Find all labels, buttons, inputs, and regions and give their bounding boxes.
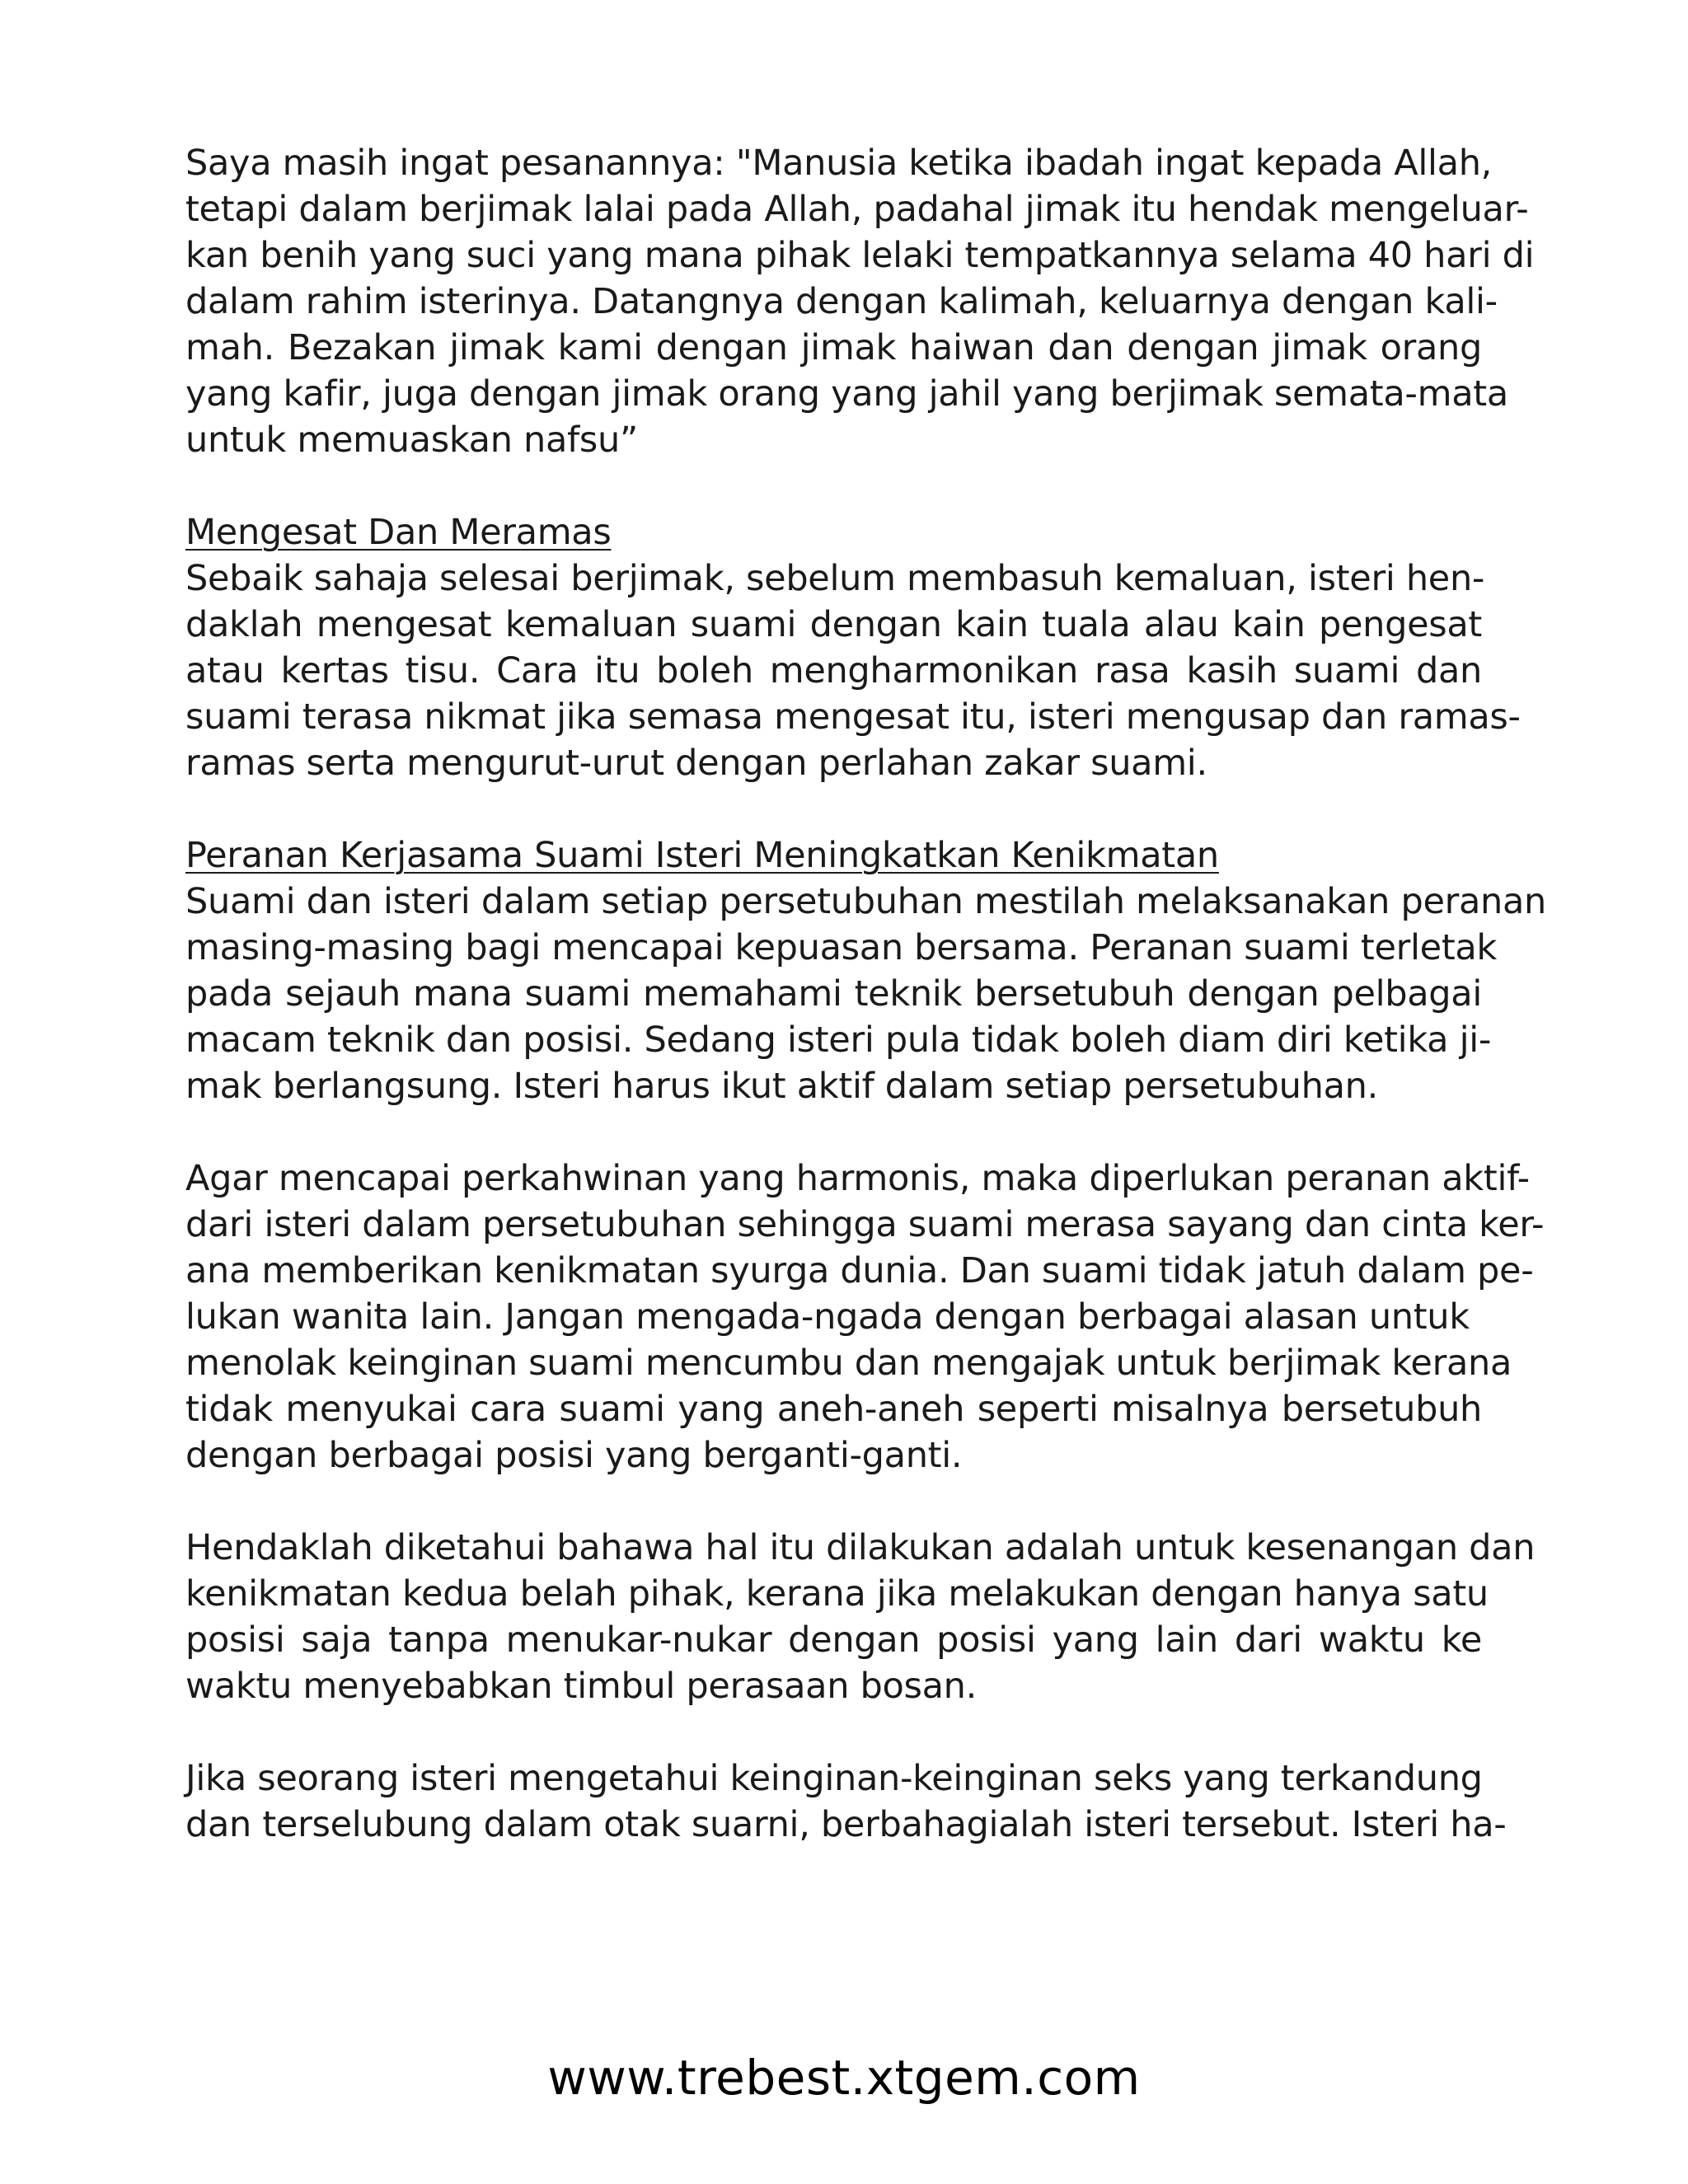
text-line: mah. Bezakan jimak kami dengan jimak haiwan dan dengan jimak orang [185,327,1482,368]
text-line: Suami dan isteri dalam setiap persetubuhan mestilah melaksanakan peranan [185,881,1546,922]
text-line: yang kafir, juga dengan jimak orang yang jahil yang berjimak semata-mata [185,373,1508,415]
text-line: dari isteri dalam persetubuhan sehingga suami merasa sayang dan cinta ker- [185,1204,1545,1245]
footer-url: www.trebest.xtgem.com [547,2050,1141,2106]
paragraph-quote [185,140,1535,463]
text-line: Saya masih ingat pesanannya: "Manusia ketika ibadah ingat kepada Allah, [185,143,1493,184]
paragraph [185,1155,1545,1479]
text-line: tidak menyukai cara suami yang aneh-aneh seperti misalnya bersetubuh [185,1389,1482,1430]
section-heading: Peranan Kerjasama Suami Isteri Meningkatkan Kenikmatan [185,835,1219,876]
text-line: pada sejauh mana suami memahami teknik bersetubuh dengan pelbagai [185,973,1482,1015]
text-line: Sebaik sahaja selesai berjimak, sebelum membasuh kemaluan, isteri hen- [185,558,1485,599]
text-line: suami terasa nikmat jika semasa mengesat itu, isteri mengusap dan ramas- [185,696,1521,738]
text-line: kenikmatan kedua belah pihak, kerana jika melakukan dengan hanya satu [185,1573,1489,1615]
text-line: Agar mencapai perkahwinan yang harmonis, maka diperlukan peranan aktif- [185,1158,1530,1199]
text-line: masing-masing bagi mencapai kepuasan bersama. Peranan suami terletak [185,927,1498,968]
text-line: dengan berbagai posisi yang berganti-ganti. [185,1435,963,1476]
text-line: ramas serta mengurut-urut dengan perlahan zakar suami. [185,743,1207,784]
text-line: menolak keinginan suami mencumbu dan mengajak untuk berjimak kerana [185,1343,1512,1384]
text-line: dalam rahim isterinya. Datangnya dengan kalimah, keluarnya dengan kali- [185,281,1498,322]
paragraph [185,1755,1507,1848]
text-line: kan benih yang suci yang mana pihak lelaki tempatkannya selama 40 hari di [185,235,1535,276]
paragraph-jika [185,1755,1507,1848]
paragraph-hendaklah [185,1525,1536,1709]
text-line: dan terselubung dalam otak suarni, berbahagialah isteri tersebut. Isteri ha- [185,1804,1507,1845]
text-line: mak berlangsung. Isteri harus ikut aktif dalam setiap persetubuhan. [185,1066,1378,1107]
text-line: Hendaklah diketahui bahawa hal itu dilakukan adalah untuk kesenangan dan [185,1527,1536,1568]
text-line: macam teknik dan posisi. Sedang isteri pula tidak boleh diam diri ketika ji- [185,1019,1492,1061]
section-heading: Mengesat Dan Meramas [185,512,612,553]
text-line: untuk memuaskan nafsu” [185,419,638,461]
text-line: Jika seorang isteri mengetahui keinginan-keinginan seks yang terkandung [185,1758,1483,1799]
document-body [185,140,1546,1894]
section-mengesat [185,509,1521,786]
text-line: tetapi dalam berjimak lalai pada Allah, padahal jimak itu hendak mengeluar- [185,189,1529,230]
paragraph [185,1525,1536,1709]
text-line: daklah mengesat kemaluan suami dengan kain tuala alau kain pengesat [185,604,1482,645]
paragraph [185,140,1535,463]
text-line: atau kertas tisu. Cara itu boleh mengharmonikan rasa kasih suami dan [185,650,1482,691]
text-line: ana memberikan kenikmatan syurga dunia. Dan suami tidak jatuh dalam pe- [185,1250,1534,1291]
paragraph [185,832,1546,1109]
paragraph [185,509,1521,786]
text-line: lukan wanita lain. Jangan mengada-ngada dengan berbagai alasan untuk [185,1296,1470,1338]
section-peranan [185,832,1546,1109]
text-line: posisi saja tanpa menukar-nukar dengan posisi yang lain dari waktu ke [185,1619,1482,1661]
paragraph-harmonis [185,1155,1545,1479]
text-line: waktu menyebabkan timbul perasaan bosan. [185,1666,977,1707]
